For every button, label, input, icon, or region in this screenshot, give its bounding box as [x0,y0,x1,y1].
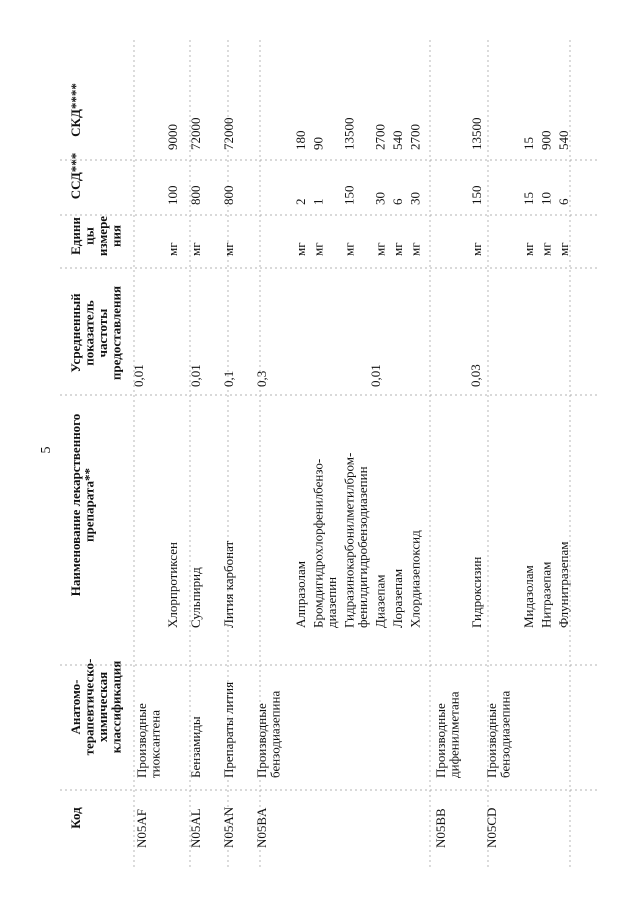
drug-name: Нитразепам [538,561,554,628]
ssd: 30 [372,192,388,205]
header-freq-line: показатель [81,300,97,366]
skd: 72000 [188,117,203,150]
header-freq-line: предоставления [108,285,124,381]
skd: 90 [310,137,326,150]
atc-code: N05BA [254,807,269,848]
drug-name: фенилдигидробензодиазепин [355,466,370,628]
ssd: 2 [293,198,308,205]
ssd: 800 [188,185,203,205]
unit: мг [188,242,203,256]
atc-class: Препараты лития [221,681,236,778]
drug-name: диазепин [324,576,339,628]
header-drug-line: препарата** [81,468,97,542]
atc-class: Производные [134,703,149,778]
header-atc-line: терапевтическо- [81,658,97,756]
drug-name: Сульпирид [188,567,203,628]
unit: мг [469,242,484,256]
atc-code: N05AN [221,806,236,848]
atc-class: тиоксантена [147,710,163,778]
header-atc-line: химическая [95,671,110,743]
unit: мг [221,242,236,256]
unit: мг [538,242,554,256]
header-code: Код [68,807,83,829]
drug-name: Мидазолам [521,565,536,628]
frequency: 0,01 [131,364,146,387]
drug-name: Алпразолам [293,561,308,628]
atc-class: бензодиазепина [267,690,283,778]
unit: мг [521,242,536,256]
frequency: 0,01 [188,364,203,387]
frequency: 0,01 [368,364,383,387]
frequency: 0,3 [254,370,269,387]
drug-name: Лития карбонат [221,540,236,628]
ssd: 100 [165,185,180,205]
atc-class: Производные [484,703,499,778]
header-atc-line: классификация [108,660,124,754]
header-unit-line: ния [108,224,124,248]
table-body [131,118,571,849]
atc-code: N05CD [484,807,499,848]
drug-name: Флунитразепам [556,541,571,628]
drug-name: Бромдигидрохлорфенилбензо- [310,458,326,628]
ssd: 6 [390,198,405,205]
header-unit-line: измере [95,215,110,257]
atc-class: Производные [254,703,269,778]
table-header [68,83,124,829]
skd: 540 [556,130,571,150]
ssd: 30 [407,192,423,205]
header-skd: СКД**** [68,83,83,137]
ssd: 150 [469,185,484,205]
unit: мг [372,242,388,256]
header-drug-line: Наименование лекарственного [68,413,83,597]
skd: 540 [390,130,405,150]
page-number: 5 [39,446,54,454]
skd: 15 [521,137,536,150]
ssd: 15 [521,192,536,205]
unit: мг [556,242,571,256]
header-unit-line: цы [81,227,97,245]
header-atc-line: Анатомо- [68,679,83,735]
drug-name: Диазепам [372,574,388,628]
atc-code: N05BB [433,808,448,848]
unit: мг [310,242,326,256]
unit: мг [390,242,405,256]
atc-class: Производные [433,703,448,778]
header-unit-line: Едини [68,217,83,255]
skd: 900 [538,130,554,150]
atc-code: N05AL [188,808,203,848]
atc-code: N05AF [134,808,149,848]
skd: 2700 [407,124,423,150]
ssd: 6 [556,198,571,205]
drug-name: Гидразинокарбонилметилбром- [341,452,357,628]
header-freq-line: частоты [95,308,110,358]
ssd: 1 [310,198,326,205]
frequency: 0,1 [221,370,236,387]
drug-name: Хлорпротиксен [165,542,180,628]
unit: мг [341,242,357,256]
skd: 180 [293,130,308,150]
atc-class: Бензамиды [188,716,203,778]
ssd: 150 [341,185,357,205]
atc-class: бензодиазепина [497,690,513,778]
drug-name: Хлордиазепоксид [407,530,423,628]
unit: мг [293,242,308,256]
skd: 9000 [165,124,180,150]
skd: 13500 [341,117,357,150]
ssd: 800 [221,185,236,205]
unit: мг [407,242,423,256]
skd: 72000 [221,117,236,150]
drug-name: Гидроксизин [469,556,484,628]
unit: мг [165,242,180,256]
drug-name: Лоразепам [390,568,405,628]
frequency: 0,03 [468,364,483,387]
ssd: 10 [538,192,554,205]
skd: 2700 [372,124,388,150]
atc-class: дифенилметана [446,691,462,778]
header-freq-line: Усредненный [68,293,83,373]
header-ssd: ССД*** [68,152,83,200]
skd: 13500 [469,117,484,150]
